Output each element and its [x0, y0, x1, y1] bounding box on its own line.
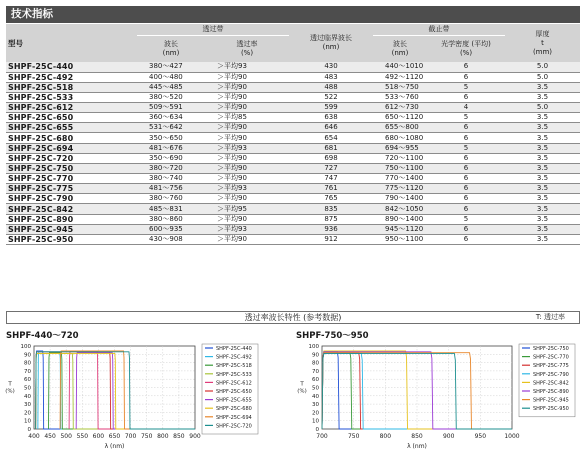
header-transmittance [205, 35, 289, 62]
y-axis-label: (%) [297, 388, 307, 395]
table-row [6, 103, 580, 113]
header-optical-density-text: 光学密度 (平均) (%) [441, 39, 491, 57]
x-tick-label: 550 [76, 433, 89, 440]
cell-t: 3.5 [505, 224, 580, 234]
cell-pass: 481～676 [137, 143, 205, 153]
legend-entry: SHPF-25C-533 [216, 371, 252, 378]
cell-cut: 654 [289, 133, 373, 143]
cell-od: 6 [427, 224, 505, 234]
x-tick-label: 1000 [504, 433, 520, 440]
y-axis-label: T [300, 381, 304, 388]
x-tick-label: 900 [189, 433, 201, 440]
header-optical-density [427, 35, 505, 62]
cell-cut: 761 [289, 184, 373, 194]
legend-entry: SHPF-25C-770 [533, 354, 569, 361]
table-row [6, 204, 580, 214]
y-tick-label: 100 [20, 344, 31, 350]
x-tick-label: 750 [347, 433, 360, 440]
cell-model: SHPF-25C-770 [6, 174, 137, 184]
cell-trans: ＞平均90 [205, 163, 289, 173]
cell-stop: 945～1120 [373, 224, 427, 234]
x-tick-label: 900 [442, 433, 455, 440]
cell-cut: 646 [289, 123, 373, 133]
x-tick-label: 700 [316, 433, 328, 440]
cell-trans: ＞平均90 [205, 234, 289, 244]
cell-pass: 531～642 [137, 123, 205, 133]
legend-entry: SHPF-25C-775 [533, 363, 569, 370]
cell-cut: 912 [289, 234, 373, 244]
cell-model: SHPF-25C-518 [6, 82, 137, 92]
spec-table [6, 24, 580, 245]
table-row [6, 174, 580, 184]
cell-t: 3.5 [505, 204, 580, 214]
cell-pass: 380～520 [137, 92, 205, 102]
cell-t: 3.5 [505, 234, 580, 244]
cell-cut: 936 [289, 224, 373, 234]
cell-od: 6 [427, 184, 505, 194]
cell-cut: 522 [289, 92, 373, 102]
cell-od: 5 [427, 113, 505, 123]
table-row [6, 153, 580, 163]
chart-1-title: SHPF-440～720 [6, 331, 79, 341]
table-row [6, 133, 580, 143]
cell-trans: ＞平均90 [205, 133, 289, 143]
cell-pass: 380～760 [137, 194, 205, 204]
cell-od: 6 [427, 133, 505, 143]
cell-od: 5 [427, 82, 505, 92]
cell-pass: 350～650 [137, 133, 205, 143]
cell-stop: 770～1400 [373, 174, 427, 184]
cell-t: 5.0 [505, 103, 580, 113]
cell-cut: 727 [289, 163, 373, 173]
cell-cut: 765 [289, 194, 373, 204]
table-row [6, 224, 580, 234]
cell-cut: 835 [289, 204, 373, 214]
cell-pass: 509～591 [137, 103, 205, 113]
cell-trans: ＞平均93 [205, 224, 289, 234]
cell-t: 3.5 [505, 113, 580, 123]
header-cutoff-wavelength-text: 透过临界波长 (nm) [310, 34, 352, 51]
table-row [6, 163, 580, 173]
y-tick-label: 0 [315, 427, 319, 433]
cell-model: SHPF-25C-750 [6, 163, 137, 173]
y-tick-label: 80 [312, 360, 319, 367]
cell-stop: 750～1100 [373, 163, 427, 173]
x-tick-label: 850 [411, 433, 423, 440]
cell-t: 3.5 [505, 143, 580, 153]
cell-model: SHPF-25C-842 [6, 204, 137, 214]
y-tick-label: 90 [312, 352, 319, 359]
cell-od: 6 [427, 153, 505, 163]
table-row [6, 92, 580, 102]
chart-2 [292, 342, 584, 460]
cell-pass: 380～740 [137, 174, 205, 184]
cell-stop: 492～1120 [373, 72, 427, 82]
cell-model: SHPF-25C-790 [6, 194, 137, 204]
chart-note: T: 透过率 [535, 313, 565, 321]
cell-stop: 612～730 [373, 103, 427, 113]
y-tick-label: 50 [24, 385, 31, 392]
cell-od: 6 [427, 163, 505, 173]
legend-entry: SHPF-25C-750 [533, 346, 569, 352]
y-tick-label: 50 [312, 385, 319, 392]
cell-cut: 638 [289, 113, 373, 123]
cell-stop: 680～1080 [373, 133, 427, 143]
cell-od: 6 [427, 204, 505, 214]
cell-pass: 485～831 [137, 204, 205, 214]
cell-cut: 430 [289, 62, 373, 72]
table-row [6, 62, 580, 72]
cell-model: SHPF-25C-440 [6, 62, 137, 72]
cell-trans: ＞平均90 [205, 72, 289, 82]
table-row [6, 113, 580, 123]
cell-trans: ＞平均90 [205, 174, 289, 184]
header-transmittance-text: 透过率 (%) [236, 39, 258, 57]
cell-stop: 842～1050 [373, 204, 427, 214]
table-row [6, 72, 580, 82]
cell-cut: 681 [289, 143, 373, 153]
table-row [6, 194, 580, 204]
cell-t: 5.0 [505, 72, 580, 82]
cell-model: SHPF-25C-720 [6, 153, 137, 163]
cell-od: 5 [427, 214, 505, 224]
x-tick-label: 800 [379, 433, 392, 440]
cell-trans: ＞平均93 [205, 184, 289, 194]
cell-model: SHPF-25C-775 [6, 184, 137, 194]
header-thickness-text: 厚度 t (mm) [532, 29, 553, 56]
y-tick-label: 90 [24, 352, 31, 359]
cell-trans: ＞平均90 [205, 153, 289, 163]
y-tick-label: 70 [24, 368, 31, 375]
cell-od: 6 [427, 234, 505, 244]
cell-t: 3.5 [505, 82, 580, 92]
cell-t: 3.5 [505, 214, 580, 224]
y-tick-label: 100 [308, 344, 319, 350]
cell-model: SHPF-25C-492 [6, 72, 137, 82]
x-tick-label: 750 [140, 433, 153, 440]
x-tick-label: 800 [157, 433, 169, 440]
cell-od: 6 [427, 72, 505, 82]
cell-stop: 694～955 [373, 143, 427, 153]
y-tick-label: 40 [24, 393, 31, 400]
y-tick-label: 30 [24, 402, 31, 409]
y-axis-label: T [8, 381, 12, 388]
cell-cut: 483 [289, 72, 373, 82]
table-row [6, 184, 580, 194]
legend-entry: SHPF-25C-492 [216, 354, 252, 361]
cell-pass: 380～720 [137, 163, 205, 173]
cell-model: SHPF-25C-650 [6, 113, 137, 123]
table-row [6, 143, 580, 153]
chart-caption: 透过率波长特性 (参考数据) [244, 313, 342, 322]
y-tick-label: 60 [24, 377, 31, 384]
cell-trans: ＞平均90 [205, 194, 289, 204]
cell-pass: 350～690 [137, 153, 205, 163]
cell-cut: 875 [289, 214, 373, 224]
cell-pass: 400～480 [137, 72, 205, 82]
cell-stop: 650～1120 [373, 113, 427, 123]
cell-trans: ＞平均95 [205, 204, 289, 214]
legend-entry: SHPF-25C-694 [216, 414, 252, 421]
cell-trans: ＞平均90 [205, 214, 289, 224]
cell-stop: 518～750 [373, 82, 427, 92]
x-axis-label: λ (nm) [407, 443, 427, 450]
cell-trans: ＞平均90 [205, 103, 289, 113]
legend-entry: SHPF-25C-650 [216, 389, 252, 395]
cell-pass: 380～860 [137, 214, 205, 224]
cell-pass: 430～908 [137, 234, 205, 244]
cell-pass: 600～935 [137, 224, 205, 234]
cell-pass: 481～756 [137, 184, 205, 194]
header-cutoff-wavelength [289, 24, 373, 62]
cell-trans: ＞平均90 [205, 92, 289, 102]
cell-cut: 747 [289, 174, 373, 184]
header-model: 型号 [6, 24, 137, 62]
legend [202, 344, 258, 434]
legend-entry: SHPF-25C-518 [216, 363, 252, 370]
table-row [6, 123, 580, 133]
x-axis-label: λ (nm) [104, 443, 125, 450]
cell-cut: 488 [289, 82, 373, 92]
y-tick-label: 70 [312, 368, 319, 375]
legend-entry: SHPF-25C-440 [216, 346, 252, 352]
legend-entry: SHPF-25C-950 [533, 406, 569, 413]
y-tick-label: 80 [24, 360, 31, 367]
y-tick-label: 40 [312, 393, 319, 400]
cell-od: 6 [427, 123, 505, 133]
x-tick-label: 450 [44, 433, 56, 440]
cell-t: 3.5 [505, 92, 580, 102]
cell-trans: ＞平均85 [205, 113, 289, 123]
cell-od: 6 [427, 62, 505, 72]
y-axis-label: (%) [5, 388, 15, 395]
x-tick-label: 950 [474, 433, 487, 440]
legend-entry: SHPF-25C-842 [533, 380, 569, 387]
y-tick-label: 20 [312, 410, 319, 417]
cell-model: SHPF-25C-694 [6, 143, 137, 153]
header-stopband: 截止带 [373, 24, 505, 35]
header-pass-wavelength-text: 波长 (nm) [162, 39, 180, 57]
cell-pass: 360～634 [137, 113, 205, 123]
cell-od: 6 [427, 92, 505, 102]
cell-model: SHPF-25C-533 [6, 92, 137, 102]
cell-model: SHPF-25C-950 [6, 234, 137, 244]
x-tick-label: 650 [108, 433, 121, 440]
cell-t: 3.5 [505, 174, 580, 184]
cell-t: 5.0 [505, 62, 580, 72]
header-passband: 透过带 [137, 24, 289, 35]
chart-1 [0, 342, 290, 460]
cell-model: SHPF-25C-945 [6, 224, 137, 234]
cell-stop: 533～760 [373, 92, 427, 102]
cell-od: 6 [427, 194, 505, 204]
cell-trans: ＞平均93 [205, 62, 289, 72]
cell-trans: ＞平均90 [205, 82, 289, 92]
x-tick-label: 500 [60, 433, 72, 440]
cell-cut: 698 [289, 153, 373, 163]
cell-od: 6 [427, 174, 505, 184]
cell-cut: 599 [289, 103, 373, 113]
section-title: 技术指标 [6, 6, 580, 23]
header-stop-wavelength [373, 35, 427, 62]
cell-stop: 950～1100 [373, 234, 427, 244]
cell-stop: 655～800 [373, 123, 427, 133]
y-tick-label: 10 [24, 418, 31, 425]
y-tick-label: 20 [24, 410, 31, 417]
cell-t: 3.5 [505, 163, 580, 173]
x-tick-label: 700 [124, 433, 137, 440]
legend-entry: SHPF-25C-655 [216, 397, 252, 404]
y-tick-label: 10 [312, 418, 319, 425]
cell-od: 5 [427, 143, 505, 153]
header-pass-wavelength [137, 35, 205, 62]
cell-t: 3.5 [505, 123, 580, 133]
legend-entry: SHPF-25C-680 [216, 406, 252, 413]
legend-entry: SHPF-25C-890 [533, 389, 569, 395]
cell-model: SHPF-25C-680 [6, 133, 137, 143]
cell-t: 3.5 [505, 194, 580, 204]
x-tick-label: 600 [92, 433, 105, 440]
cell-stop: 890～1400 [373, 214, 427, 224]
table-row [6, 234, 580, 244]
cell-t: 3.5 [505, 184, 580, 194]
y-tick-label: 30 [312, 402, 319, 409]
cell-stop: 790～1400 [373, 194, 427, 204]
table-row [6, 214, 580, 224]
table-row [6, 82, 580, 92]
cell-pass: 445～485 [137, 82, 205, 92]
cell-pass: 380～427 [137, 62, 205, 72]
cell-model: SHPF-25C-612 [6, 103, 137, 113]
cell-stop: 440～1010 [373, 62, 427, 72]
chart-2-title: SHPF-750～950 [296, 331, 369, 341]
cell-stop: 720～1100 [373, 153, 427, 163]
y-tick-label: 60 [312, 377, 319, 384]
x-tick-label: 850 [173, 433, 185, 440]
legend-entry: SHPF-25C-790 [533, 371, 569, 378]
legend-entry: SHPF-25C-720 [216, 423, 252, 430]
x-tick-label: 400 [28, 433, 40, 440]
legend-entry: SHPF-25C-612 [216, 380, 252, 387]
cell-trans: ＞平均93 [205, 143, 289, 153]
legend-entry: SHPF-25C-945 [533, 397, 569, 404]
y-tick-label: 0 [27, 427, 31, 433]
cell-od: 4 [427, 103, 505, 113]
chart-caption-bar [6, 311, 580, 324]
spec-table-body [6, 62, 580, 245]
cell-model: SHPF-25C-890 [6, 214, 137, 224]
header-stop-wavelength-text: 波长 (nm) [391, 39, 409, 57]
cell-model: SHPF-25C-655 [6, 123, 137, 133]
cell-stop: 775～1120 [373, 184, 427, 194]
header-thickness [505, 24, 580, 62]
cell-trans: ＞平均90 [205, 123, 289, 133]
cell-t: 3.5 [505, 153, 580, 163]
cell-t: 3.5 [505, 133, 580, 143]
legend [519, 344, 575, 417]
